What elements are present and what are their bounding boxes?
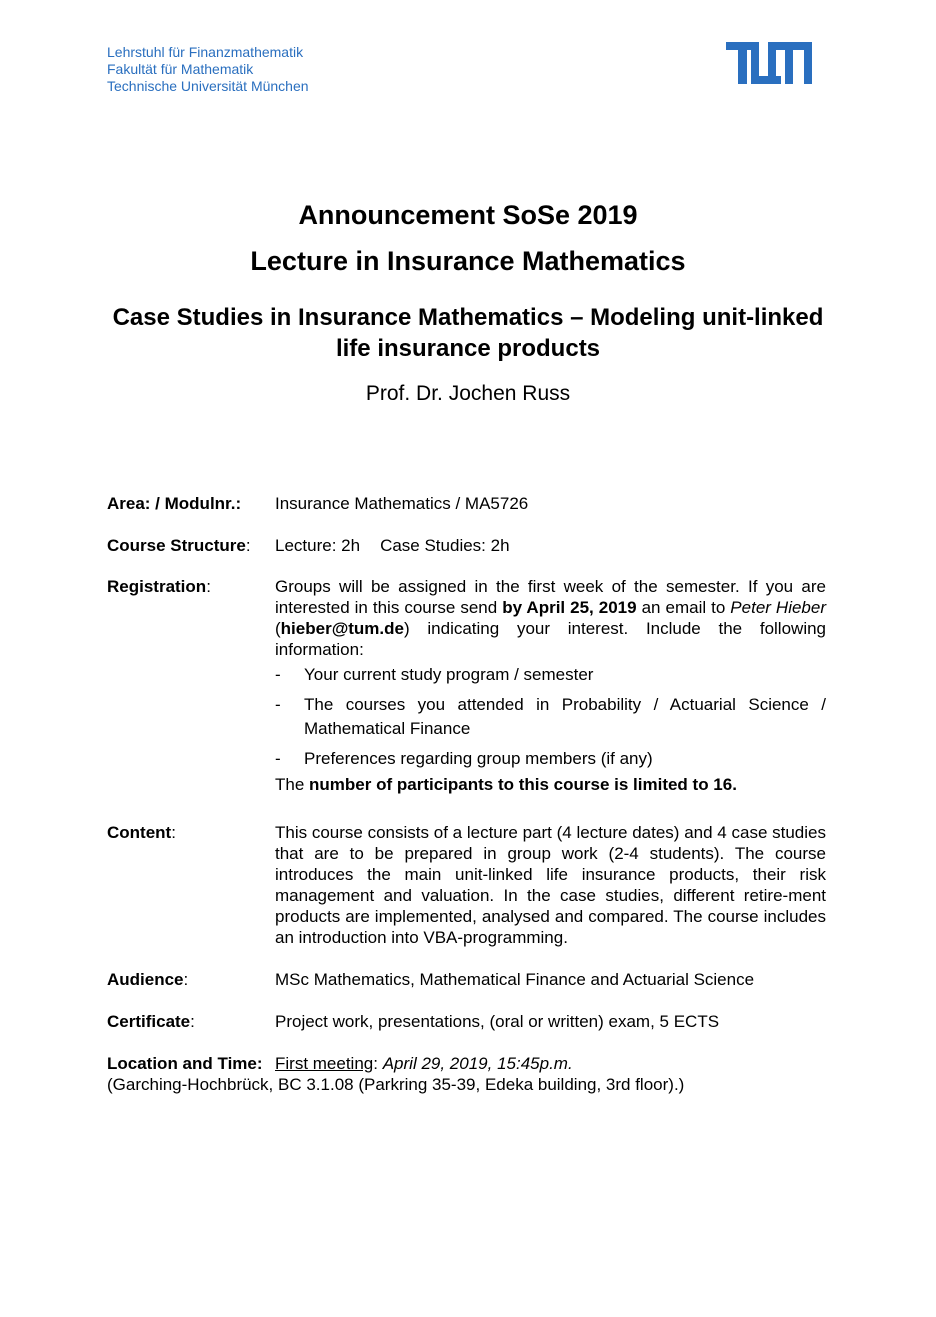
list-item <box>275 747 826 771</box>
first-meeting-colon: : <box>373 1054 378 1073</box>
registration-text-d: ) indicating your interest. Include the following information: <box>275 619 826 659</box>
course-subtitle: Case Studies in Insurance Mathematics – Modeling unit-linked life insurance products <box>112 304 824 362</box>
audience-label-wrap <box>107 969 188 990</box>
registration-label-wrap <box>107 576 211 597</box>
certificate-label-wrap <box>107 1011 195 1032</box>
registration-text-a: Groups will be assigned in the first week of the semester. If you are interested in this course send <box>275 577 826 617</box>
registration-deadline: by April 25, 2019 <box>502 598 637 617</box>
limit-bold: number of participants to this course is limited to 16. <box>309 775 737 794</box>
registration-value <box>275 576 826 795</box>
course-structure-label: Course Structure <box>107 536 246 555</box>
area-value: Insurance Mathematics / MA5726 <box>275 494 529 513</box>
location-place-row <box>107 1074 827 1095</box>
registration-text-b: an email to <box>636 598 731 617</box>
certificate-label: Certificate <box>107 1012 191 1031</box>
registration-text-c: ( <box>275 619 281 638</box>
certificate-value: Project work, presentations, (oral or written) exam, 5 ECTS <box>275 1012 720 1031</box>
header-university: Technische Universität München <box>107 78 309 94</box>
course-structure-value <box>275 535 826 556</box>
location-label: Location and Time: <box>107 1054 263 1073</box>
registration-label: Registration <box>107 577 207 596</box>
bullet-courses-attended: The courses you attended in Probability / Actuarial Science / Mathematical Finance <box>304 695 826 738</box>
lecture-hours: Lecture: 2h <box>275 536 361 555</box>
bullet-dash: - <box>275 665 281 684</box>
case-study-hours: Case Studies: 2h <box>380 536 510 555</box>
content-label-wrap <box>107 822 176 843</box>
tum-logo <box>726 42 812 84</box>
course-structure-colon: : <box>245 536 251 555</box>
bullet-group-preferences: Preferences regarding group members (if any) <box>304 749 653 768</box>
first-meeting-label: First meeting <box>275 1054 374 1073</box>
first-meeting-datetime: April 29, 2019, 15:45p.m. <box>382 1054 573 1073</box>
area-label: Area: / Modulnr.: <box>107 494 242 513</box>
bullet-study-program: Your current study program / semester <box>304 665 594 684</box>
limit-prefix: The <box>275 775 310 794</box>
list-item <box>275 663 826 687</box>
course-structure-label-wrap <box>107 535 251 556</box>
header-faculty: Fakultät für Mathematik <box>107 61 254 77</box>
bullet-dash: - <box>275 749 281 768</box>
participant-limit <box>275 774 826 795</box>
contact-name: Peter Hieber <box>730 598 827 617</box>
audience-label: Audience <box>107 970 184 989</box>
bullet-dash: - <box>275 695 281 714</box>
location-first-meeting <box>275 1053 826 1074</box>
audience-colon: : <box>183 970 189 989</box>
location-place: (Garching-Hochbrück, BC 3.1.08 (Parkring 35-39, Edeka building, 3rd floor).) <box>107 1075 685 1094</box>
lecturer-name: Prof. Dr. Jochen Russ <box>365 382 571 405</box>
list-item <box>275 693 826 741</box>
registration-colon: : <box>206 577 211 596</box>
content-colon: : <box>171 823 176 842</box>
content-text: This course consists of a lecture part (4 lecture dates) and 4 case studies that are to be prepared in group work (2-4 students). The course introduces the main unit-linked life insurance products, their risk management and valuation. In the case studies, different retire-ment products are implemented, analysed and compared. The course includes an introduction into VBA-programming. <box>275 823 826 947</box>
contact-email: hieber@tum.de <box>280 619 404 638</box>
registration-text <box>275 576 826 660</box>
certificate-colon: : <box>190 1012 195 1031</box>
header-chair: Lehrstuhl für Finanzmathematik <box>107 44 304 60</box>
audience-value: MSc Mathematics, Mathematical Finance and Actuarial Science <box>275 970 755 989</box>
content-label: Content <box>107 823 172 842</box>
announcement-title: Announcement SoSe 2019 <box>298 200 638 230</box>
lecture-title: Lecture in Insurance Mathematics <box>250 246 686 276</box>
institution-header <box>107 44 309 95</box>
